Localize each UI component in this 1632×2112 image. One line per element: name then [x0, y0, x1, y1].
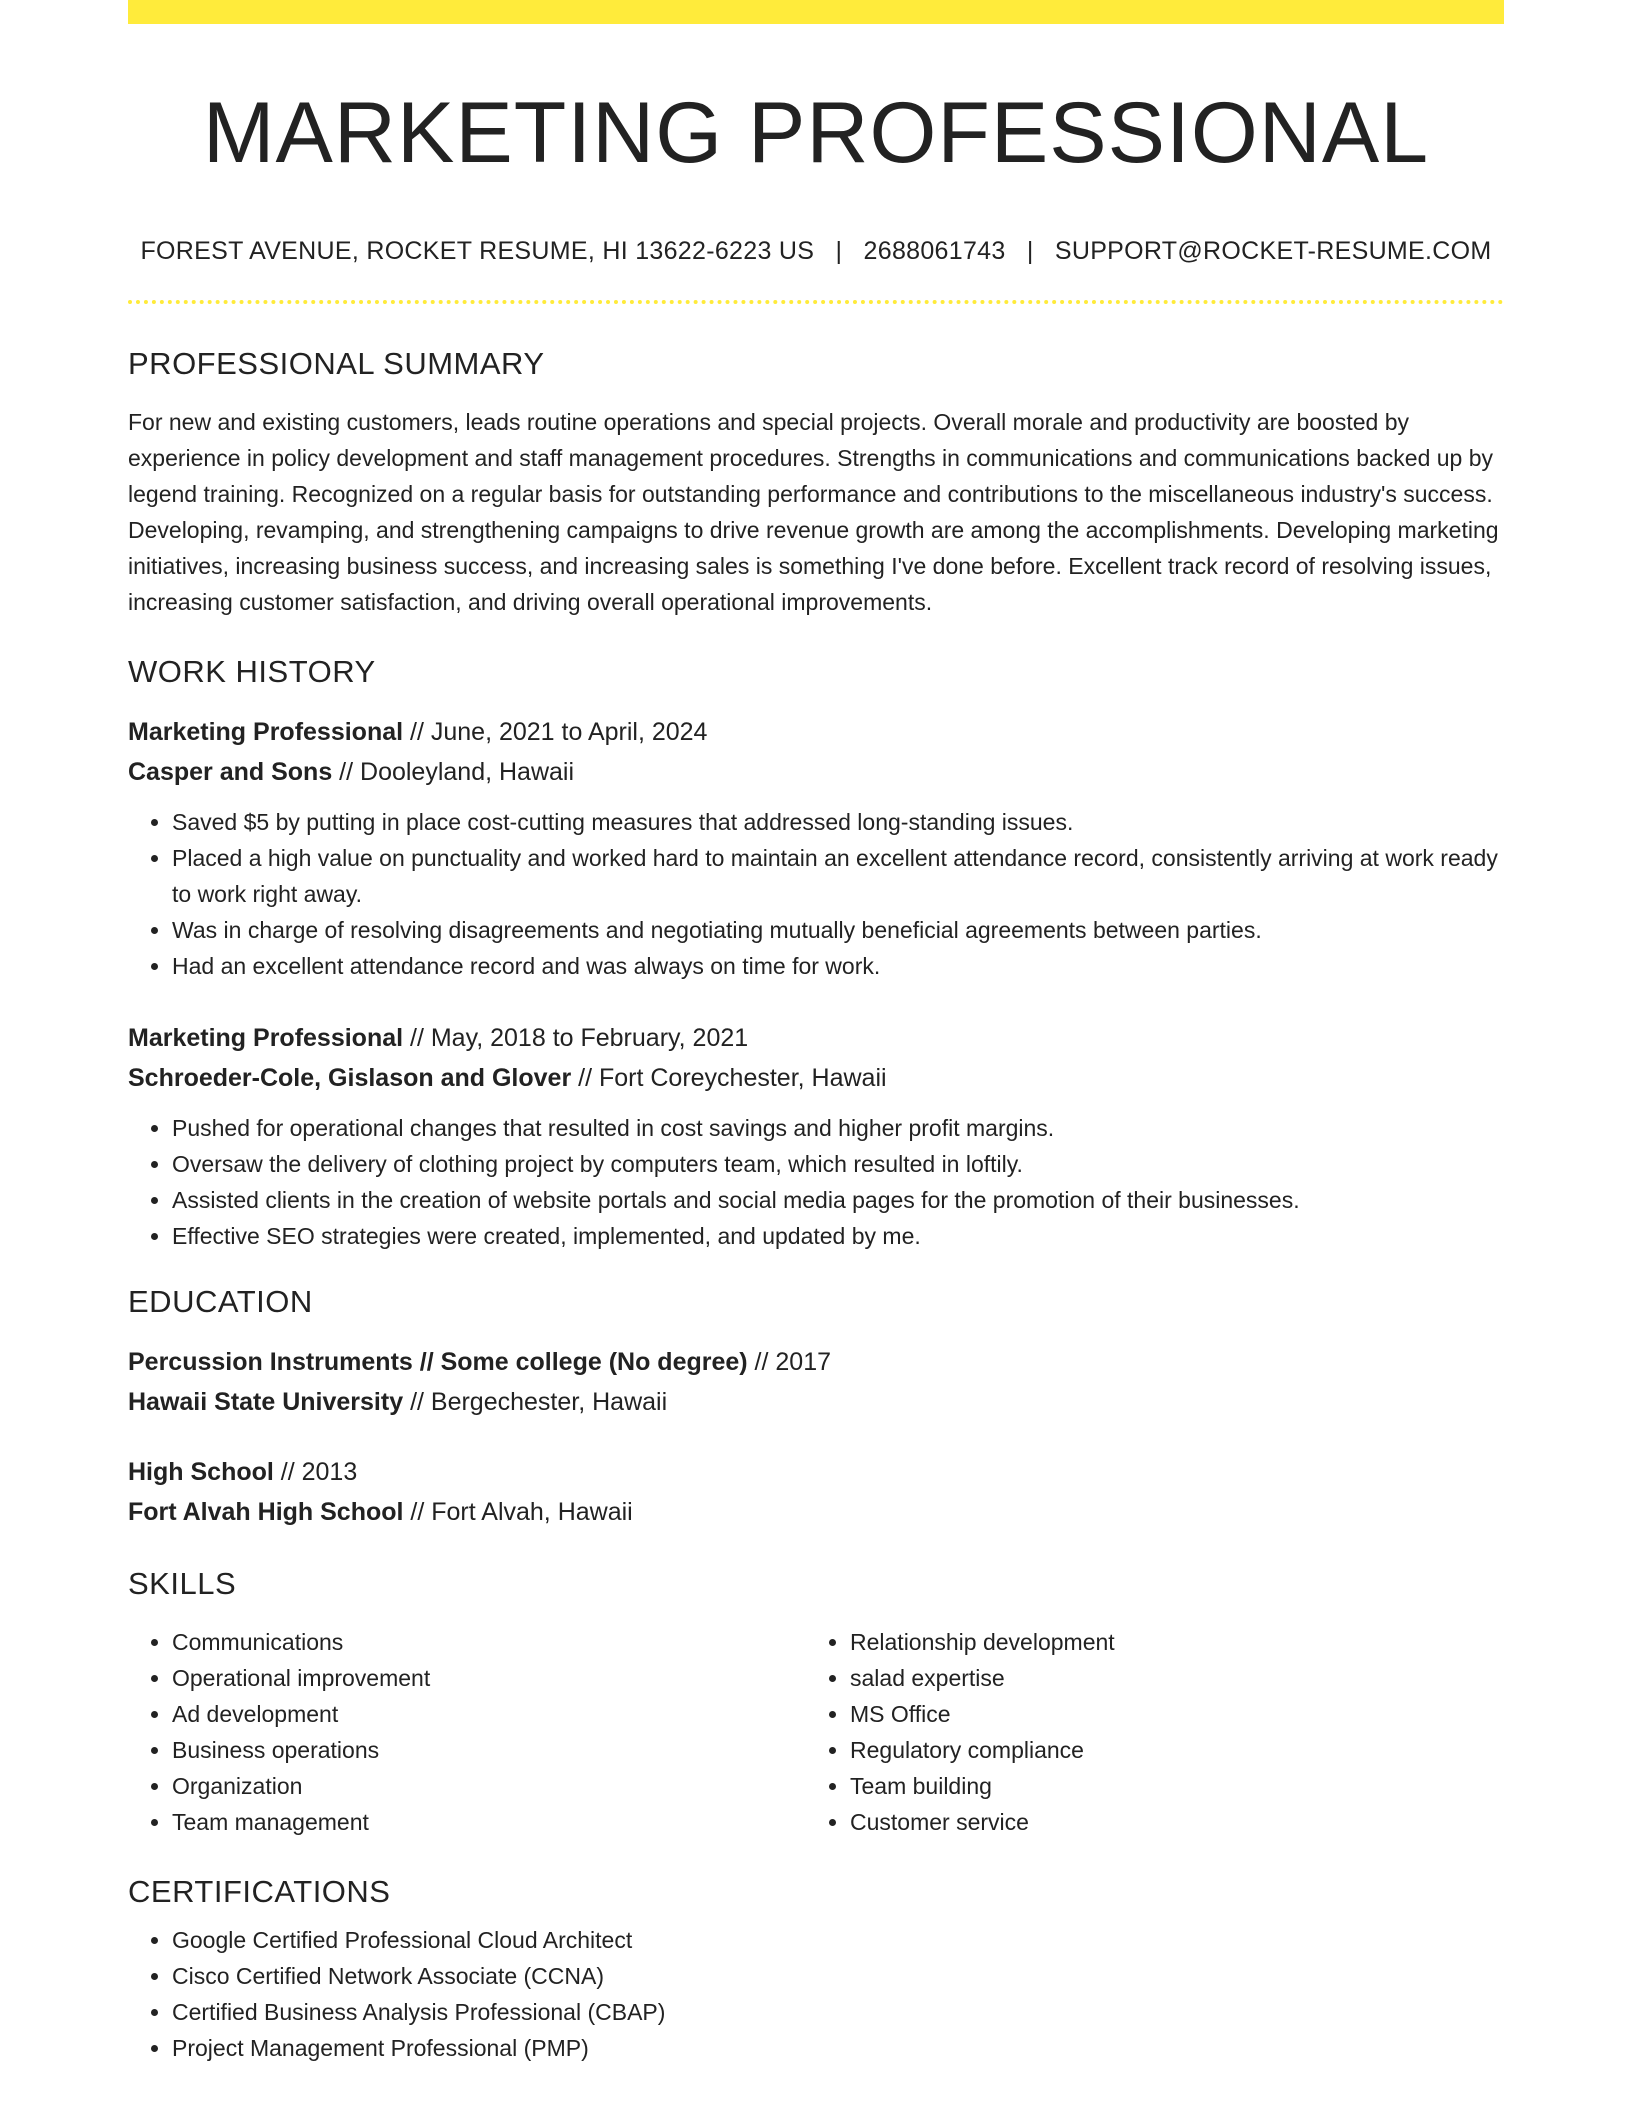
- education-year: // 2017: [747, 1347, 832, 1376]
- skill-item: • Relationship development: [850, 1624, 1484, 1660]
- education-school: Fort Alvah High School: [128, 1497, 404, 1526]
- contact-line: [128, 237, 1504, 266]
- list-item: • Saved $5 by putting in place cost-cutting measures that addressed long-standing issues.: [172, 804, 1504, 840]
- skills-heading: SKILLS: [128, 1565, 237, 1601]
- education-location: // Bergechester, Hawaii: [403, 1387, 668, 1416]
- job-location: // Fort Coreychester, Hawaii: [571, 1063, 887, 1092]
- skill-item: • Team management: [172, 1804, 806, 1840]
- skill-item: • Regulatory compliance: [850, 1732, 1484, 1768]
- education-degree: High School: [128, 1457, 274, 1486]
- skill-item: • salad expertise: [850, 1660, 1484, 1696]
- job-title-line: [128, 712, 1504, 752]
- skill-item: • Customer service: [850, 1804, 1484, 1840]
- job-company-line: [128, 752, 1504, 792]
- certification-item: • Project Management Professional (PMP): [172, 2030, 1504, 2066]
- top-accent-bar: [128, 0, 1504, 24]
- list-item: • Pushed for operational changes that resulted in cost savings and higher profit margins.: [172, 1110, 1504, 1146]
- certifications-heading: CERTIFICATIONS: [128, 1873, 391, 1909]
- skill-item: • Operational improvement: [172, 1660, 806, 1696]
- job-bullets: [128, 1110, 1504, 1254]
- education-year: // 2013: [273, 1457, 358, 1486]
- header-divider: [128, 300, 1504, 304]
- job-bullets: [128, 804, 1504, 984]
- candidate-name: MARKETING PROFESSIONAL: [202, 85, 1430, 181]
- list-item: • Assisted clients in the creation of website portals and social media pages for the promotion of their businesses.: [172, 1182, 1504, 1218]
- email: SUPPORT@ROCKET-RESUME.COM: [1054, 236, 1492, 265]
- education-school: Hawaii State University: [128, 1387, 404, 1416]
- education-entry: [128, 1342, 1504, 1422]
- certifications-list: [128, 1922, 1504, 2066]
- education-degree-line: [128, 1342, 1504, 1382]
- job-location: // Dooleyland, Hawaii: [332, 757, 575, 786]
- education-degree-line: [128, 1452, 1504, 1492]
- education-degree: Percussion Instruments // Some college (No degree): [128, 1347, 748, 1376]
- skill-item: • Ad development: [172, 1696, 806, 1732]
- job-company: Schroeder-Cole, Gislason and Glover: [128, 1063, 572, 1092]
- skill-item: • MS Office: [850, 1696, 1484, 1732]
- education-heading: EDUCATION: [128, 1283, 313, 1319]
- job-role: Marketing Professional: [128, 717, 404, 746]
- education-location: // Fort Alvah, Hawaii: [403, 1497, 633, 1526]
- education-entry: [128, 1452, 1504, 1532]
- work-history-heading: WORK HISTORY: [128, 653, 376, 689]
- skills-grid: [128, 1624, 1504, 1840]
- list-item: • Had an excellent attendance record and was always on time for work.: [172, 948, 1504, 984]
- list-item: • Placed a high value on punctuality and worked hard to maintain an excellent attendance record, consistently arriving at work ready to work right away.: [172, 840, 1504, 912]
- skill-item: • Team building: [850, 1768, 1484, 1804]
- job-dates: // June, 2021 to April, 2024: [403, 717, 708, 746]
- contact-separator: |: [1026, 236, 1034, 265]
- job-company-line: [128, 1058, 1504, 1098]
- job-role: Marketing Professional: [128, 1023, 404, 1052]
- skills-column-right: [806, 1624, 1484, 1840]
- job-entry: [128, 712, 1504, 984]
- job-company: Casper and Sons: [128, 757, 333, 786]
- job-dates: // May, 2018 to February, 2021: [403, 1023, 749, 1052]
- certification-item: • Cisco Certified Network Associate (CCNA): [172, 1958, 1504, 1994]
- certification-item: • Certified Business Analysis Professional (CBAP): [172, 1994, 1504, 2030]
- contact-separator: |: [835, 236, 843, 265]
- skill-item: • Communications: [172, 1624, 806, 1660]
- list-item: • Was in charge of resolving disagreements and negotiating mutually beneficial agreements between parties.: [172, 912, 1504, 948]
- skill-item: • Business operations: [172, 1732, 806, 1768]
- summary-heading: PROFESSIONAL SUMMARY: [128, 345, 545, 381]
- job-title-line: [128, 1018, 1504, 1058]
- address: FOREST AVENUE, ROCKET RESUME, HI 13622-6223 US: [140, 236, 815, 265]
- skill-item: • Organization: [172, 1768, 806, 1804]
- resume-page: [128, 0, 1504, 2066]
- education-school-line: [128, 1382, 1504, 1422]
- summary-text: For new and existing customers, leads routine operations and special projects. Overall morale and productivity are boosted by experience in policy development and staff management procedures. Strengths in communications and communications backed up by legend training. Recognized on a regular basis for outstanding performance and contributions to the miscellaneous industry's success. Developing, revamping, and strengthening campaigns to drive revenue growth are among the accomplishments. Developing marketing initiatives, increasing business success, and increasing sales is something I've done before. Excellent track record of resolving issues, increasing customer satisfaction, and driving overall operational improvements.: [128, 408, 1499, 615]
- job-entry: [128, 1018, 1504, 1254]
- phone: 2688061743: [863, 236, 1006, 265]
- list-item: • Effective SEO strategies were created, implemented, and updated by me.: [172, 1218, 1504, 1254]
- certification-item: • Google Certified Professional Cloud Architect: [172, 1922, 1504, 1958]
- education-school-line: [128, 1492, 1504, 1532]
- list-item: • Oversaw the delivery of clothing project by computers team, which resulted in loftily.: [172, 1146, 1504, 1182]
- skills-column-left: [128, 1624, 806, 1840]
